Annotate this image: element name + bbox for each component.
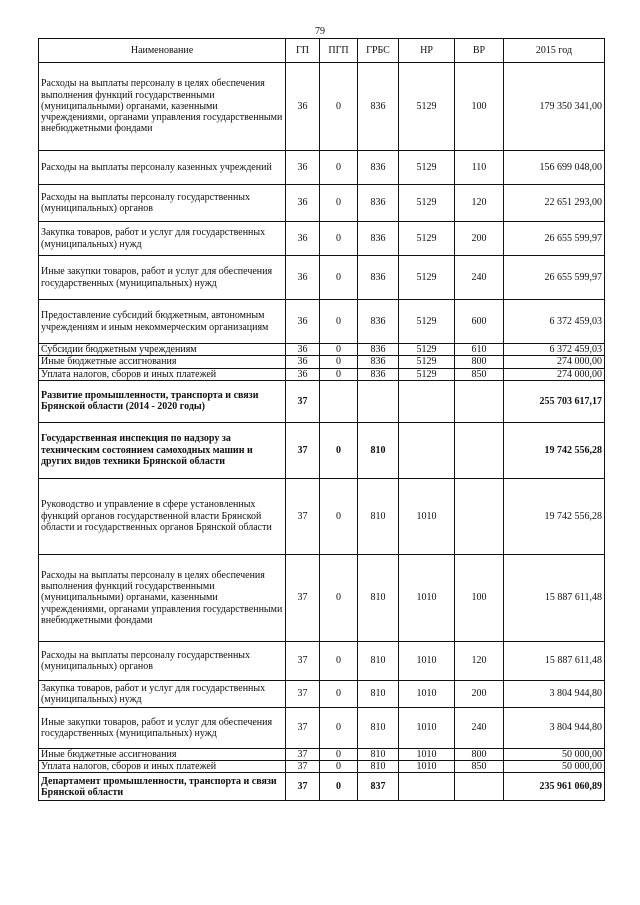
row-grbs: 836 xyxy=(358,63,399,151)
row-nr: 1010 xyxy=(399,707,455,748)
row-vr: 100 xyxy=(455,63,504,151)
row-pgp: 0 xyxy=(320,773,358,801)
row-grbs: 810 xyxy=(358,554,399,641)
row-pgp: 0 xyxy=(320,356,358,368)
row-name: Расходы на выплаты персоналу казенных учреждений xyxy=(39,151,286,185)
row-vr: 800 xyxy=(455,748,504,760)
row-vr: 200 xyxy=(455,680,504,707)
row-gp: 36 xyxy=(286,63,320,151)
row-pgp: 0 xyxy=(320,185,358,222)
table-row xyxy=(39,380,605,422)
row-nr xyxy=(399,380,455,422)
table-row xyxy=(39,478,605,554)
row-nr: 1010 xyxy=(399,748,455,760)
row-name: Иные закупки товаров, работ и услуг для обеспечения государственных (муниципальных) нужд xyxy=(39,256,286,300)
row-nr xyxy=(399,773,455,801)
row-grbs: 836 xyxy=(358,256,399,300)
row-nr: 1010 xyxy=(399,478,455,554)
col-header-name: Наименование xyxy=(39,39,286,63)
row-name: Предоставление субсидий бюджетным, автономным учреждениям и иным некоммерческим организациям xyxy=(39,300,286,344)
row-nr: 5129 xyxy=(399,256,455,300)
budget-table xyxy=(38,38,605,801)
row-gp: 37 xyxy=(286,641,320,680)
row-name: Закупка товаров, работ и услуг для государственных (муниципальных) нужд xyxy=(39,680,286,707)
table-row xyxy=(39,151,605,185)
row-nr: 5129 xyxy=(399,63,455,151)
row-name: Уплата налогов, сборов и иных платежей xyxy=(39,368,286,380)
row-amount: 274 000,00 xyxy=(504,368,605,380)
row-grbs: 836 xyxy=(358,185,399,222)
row-nr: 5129 xyxy=(399,300,455,344)
row-nr: 5129 xyxy=(399,185,455,222)
row-pgp xyxy=(320,380,358,422)
row-amount: 22 651 293,00 xyxy=(504,185,605,222)
table-row xyxy=(39,256,605,300)
row-pgp: 0 xyxy=(320,554,358,641)
row-name: Расходы на выплаты персоналу в целях обеспечения выполнения функций государственными (муниципальными) органами, казенными учреждениями, органами управления государственными внебюджетными фондами xyxy=(39,63,286,151)
row-amount: 19 742 556,28 xyxy=(504,422,605,478)
row-amount: 50 000,00 xyxy=(504,748,605,760)
row-grbs: 836 xyxy=(358,368,399,380)
row-pgp: 0 xyxy=(320,478,358,554)
row-nr: 1010 xyxy=(399,680,455,707)
row-vr: 850 xyxy=(455,761,504,773)
col-header-vr: ВР xyxy=(455,39,504,63)
row-name: Уплата налогов, сборов и иных платежей xyxy=(39,761,286,773)
row-amount: 235 961 060,89 xyxy=(504,773,605,801)
col-header-pgp: ПГП xyxy=(320,39,358,63)
row-grbs: 810 xyxy=(358,761,399,773)
row-gp: 36 xyxy=(286,222,320,256)
row-grbs: 836 xyxy=(358,151,399,185)
row-name: Субсидии бюджетным учреждениям xyxy=(39,344,286,356)
table-row xyxy=(39,422,605,478)
row-gp: 36 xyxy=(286,368,320,380)
row-amount: 26 655 599,97 xyxy=(504,256,605,300)
row-vr xyxy=(455,478,504,554)
row-pgp: 0 xyxy=(320,300,358,344)
table-row xyxy=(39,185,605,222)
row-grbs: 836 xyxy=(358,222,399,256)
row-grbs: 810 xyxy=(358,748,399,760)
row-vr: 850 xyxy=(455,368,504,380)
row-gp: 36 xyxy=(286,300,320,344)
table-row xyxy=(39,344,605,356)
table-row xyxy=(39,680,605,707)
table-row xyxy=(39,300,605,344)
row-nr: 1010 xyxy=(399,761,455,773)
row-grbs: 810 xyxy=(358,707,399,748)
row-pgp: 0 xyxy=(320,368,358,380)
row-pgp: 0 xyxy=(320,256,358,300)
row-vr: 110 xyxy=(455,151,504,185)
table-row xyxy=(39,356,605,368)
row-pgp: 0 xyxy=(320,63,358,151)
row-name: Руководство и управление в сфере установленных функций органов государственной власти Брянской области и государственных органов Брянской области xyxy=(39,478,286,554)
row-gp: 37 xyxy=(286,422,320,478)
row-nr: 5129 xyxy=(399,222,455,256)
row-vr: 200 xyxy=(455,222,504,256)
row-gp: 37 xyxy=(286,707,320,748)
row-grbs: 810 xyxy=(358,478,399,554)
row-grbs: 810 xyxy=(358,680,399,707)
row-nr: 5129 xyxy=(399,344,455,356)
row-vr: 120 xyxy=(455,641,504,680)
row-nr: 1010 xyxy=(399,641,455,680)
row-amount: 179 350 341,00 xyxy=(504,63,605,151)
row-gp: 37 xyxy=(286,380,320,422)
row-amount: 15 887 611,48 xyxy=(504,641,605,680)
row-amount: 255 703 617,17 xyxy=(504,380,605,422)
row-vr: 240 xyxy=(455,707,504,748)
row-gp: 37 xyxy=(286,554,320,641)
row-gp: 37 xyxy=(286,748,320,760)
row-grbs xyxy=(358,380,399,422)
row-name: Расходы на выплаты персоналу государственных (муниципальных) органов xyxy=(39,185,286,222)
row-name: Закупка товаров, работ и услуг для государственных (муниципальных) нужд xyxy=(39,222,286,256)
row-nr xyxy=(399,422,455,478)
row-pgp: 0 xyxy=(320,422,358,478)
row-pgp: 0 xyxy=(320,680,358,707)
row-grbs: 810 xyxy=(358,641,399,680)
col-header-year: 2015 год xyxy=(504,39,605,63)
row-name: Иные закупки товаров, работ и услуг для обеспечения государственных (муниципальных) нужд xyxy=(39,707,286,748)
row-amount: 156 699 048,00 xyxy=(504,151,605,185)
row-amount: 50 000,00 xyxy=(504,761,605,773)
row-gp: 36 xyxy=(286,185,320,222)
row-amount: 274 000,00 xyxy=(504,356,605,368)
row-grbs: 810 xyxy=(358,422,399,478)
table-row xyxy=(39,368,605,380)
header-row xyxy=(39,39,605,63)
row-name: Развитие промышленности, транспорта и связи Брянской области (2014 - 2020 годы) xyxy=(39,380,286,422)
row-vr xyxy=(455,773,504,801)
row-gp: 36 xyxy=(286,344,320,356)
row-gp: 37 xyxy=(286,478,320,554)
row-grbs: 836 xyxy=(358,300,399,344)
row-nr: 5129 xyxy=(399,151,455,185)
col-header-nr: НР xyxy=(399,39,455,63)
row-vr: 120 xyxy=(455,185,504,222)
table-row xyxy=(39,707,605,748)
row-amount: 3 804 944,80 xyxy=(504,707,605,748)
row-pgp: 0 xyxy=(320,748,358,760)
row-vr: 610 xyxy=(455,344,504,356)
row-nr: 1010 xyxy=(399,554,455,641)
row-vr xyxy=(455,380,504,422)
row-pgp: 0 xyxy=(320,761,358,773)
table-row xyxy=(39,748,605,760)
col-header-grbs: ГРБС xyxy=(358,39,399,63)
row-nr: 5129 xyxy=(399,356,455,368)
row-amount: 15 887 611,48 xyxy=(504,554,605,641)
row-nr: 5129 xyxy=(399,368,455,380)
row-name: Иные бюджетные ассигнования xyxy=(39,356,286,368)
row-name: Департамент промышленности, транспорта и связи Брянской области xyxy=(39,773,286,801)
row-gp: 36 xyxy=(286,151,320,185)
page-number: 79 xyxy=(315,26,325,37)
row-amount: 26 655 599,97 xyxy=(504,222,605,256)
table-row xyxy=(39,761,605,773)
row-pgp: 0 xyxy=(320,641,358,680)
row-name: Иные бюджетные ассигнования xyxy=(39,748,286,760)
row-amount: 6 372 459,03 xyxy=(504,300,605,344)
row-gp: 36 xyxy=(286,256,320,300)
row-vr: 240 xyxy=(455,256,504,300)
row-name: Государственная инспекция по надзору за техническим состоянием самоходных машин и других видов техники Брянской области xyxy=(39,422,286,478)
row-vr: 100 xyxy=(455,554,504,641)
row-name: Расходы на выплаты персоналу государственных (муниципальных) органов xyxy=(39,641,286,680)
table-row xyxy=(39,641,605,680)
row-gp: 37 xyxy=(286,680,320,707)
row-amount: 6 372 459,03 xyxy=(504,344,605,356)
row-pgp: 0 xyxy=(320,707,358,748)
table-row xyxy=(39,554,605,641)
row-amount: 19 742 556,28 xyxy=(504,478,605,554)
row-vr xyxy=(455,422,504,478)
table-row xyxy=(39,63,605,151)
col-header-gp: ГП xyxy=(286,39,320,63)
row-amount: 3 804 944,80 xyxy=(504,680,605,707)
row-name: Расходы на выплаты персоналу в целях обеспечения выполнения функций государственными (муниципальными) органами, казенными учреждениями, органами управления государственными внебюджетными фондами xyxy=(39,554,286,641)
row-vr: 800 xyxy=(455,356,504,368)
table-row xyxy=(39,773,605,801)
table-row xyxy=(39,222,605,256)
row-grbs: 837 xyxy=(358,773,399,801)
row-pgp: 0 xyxy=(320,222,358,256)
row-pgp: 0 xyxy=(320,344,358,356)
row-pgp: 0 xyxy=(320,151,358,185)
row-grbs: 836 xyxy=(358,356,399,368)
row-gp: 37 xyxy=(286,773,320,801)
row-gp: 37 xyxy=(286,761,320,773)
row-vr: 600 xyxy=(455,300,504,344)
row-grbs: 836 xyxy=(358,344,399,356)
row-gp: 36 xyxy=(286,356,320,368)
